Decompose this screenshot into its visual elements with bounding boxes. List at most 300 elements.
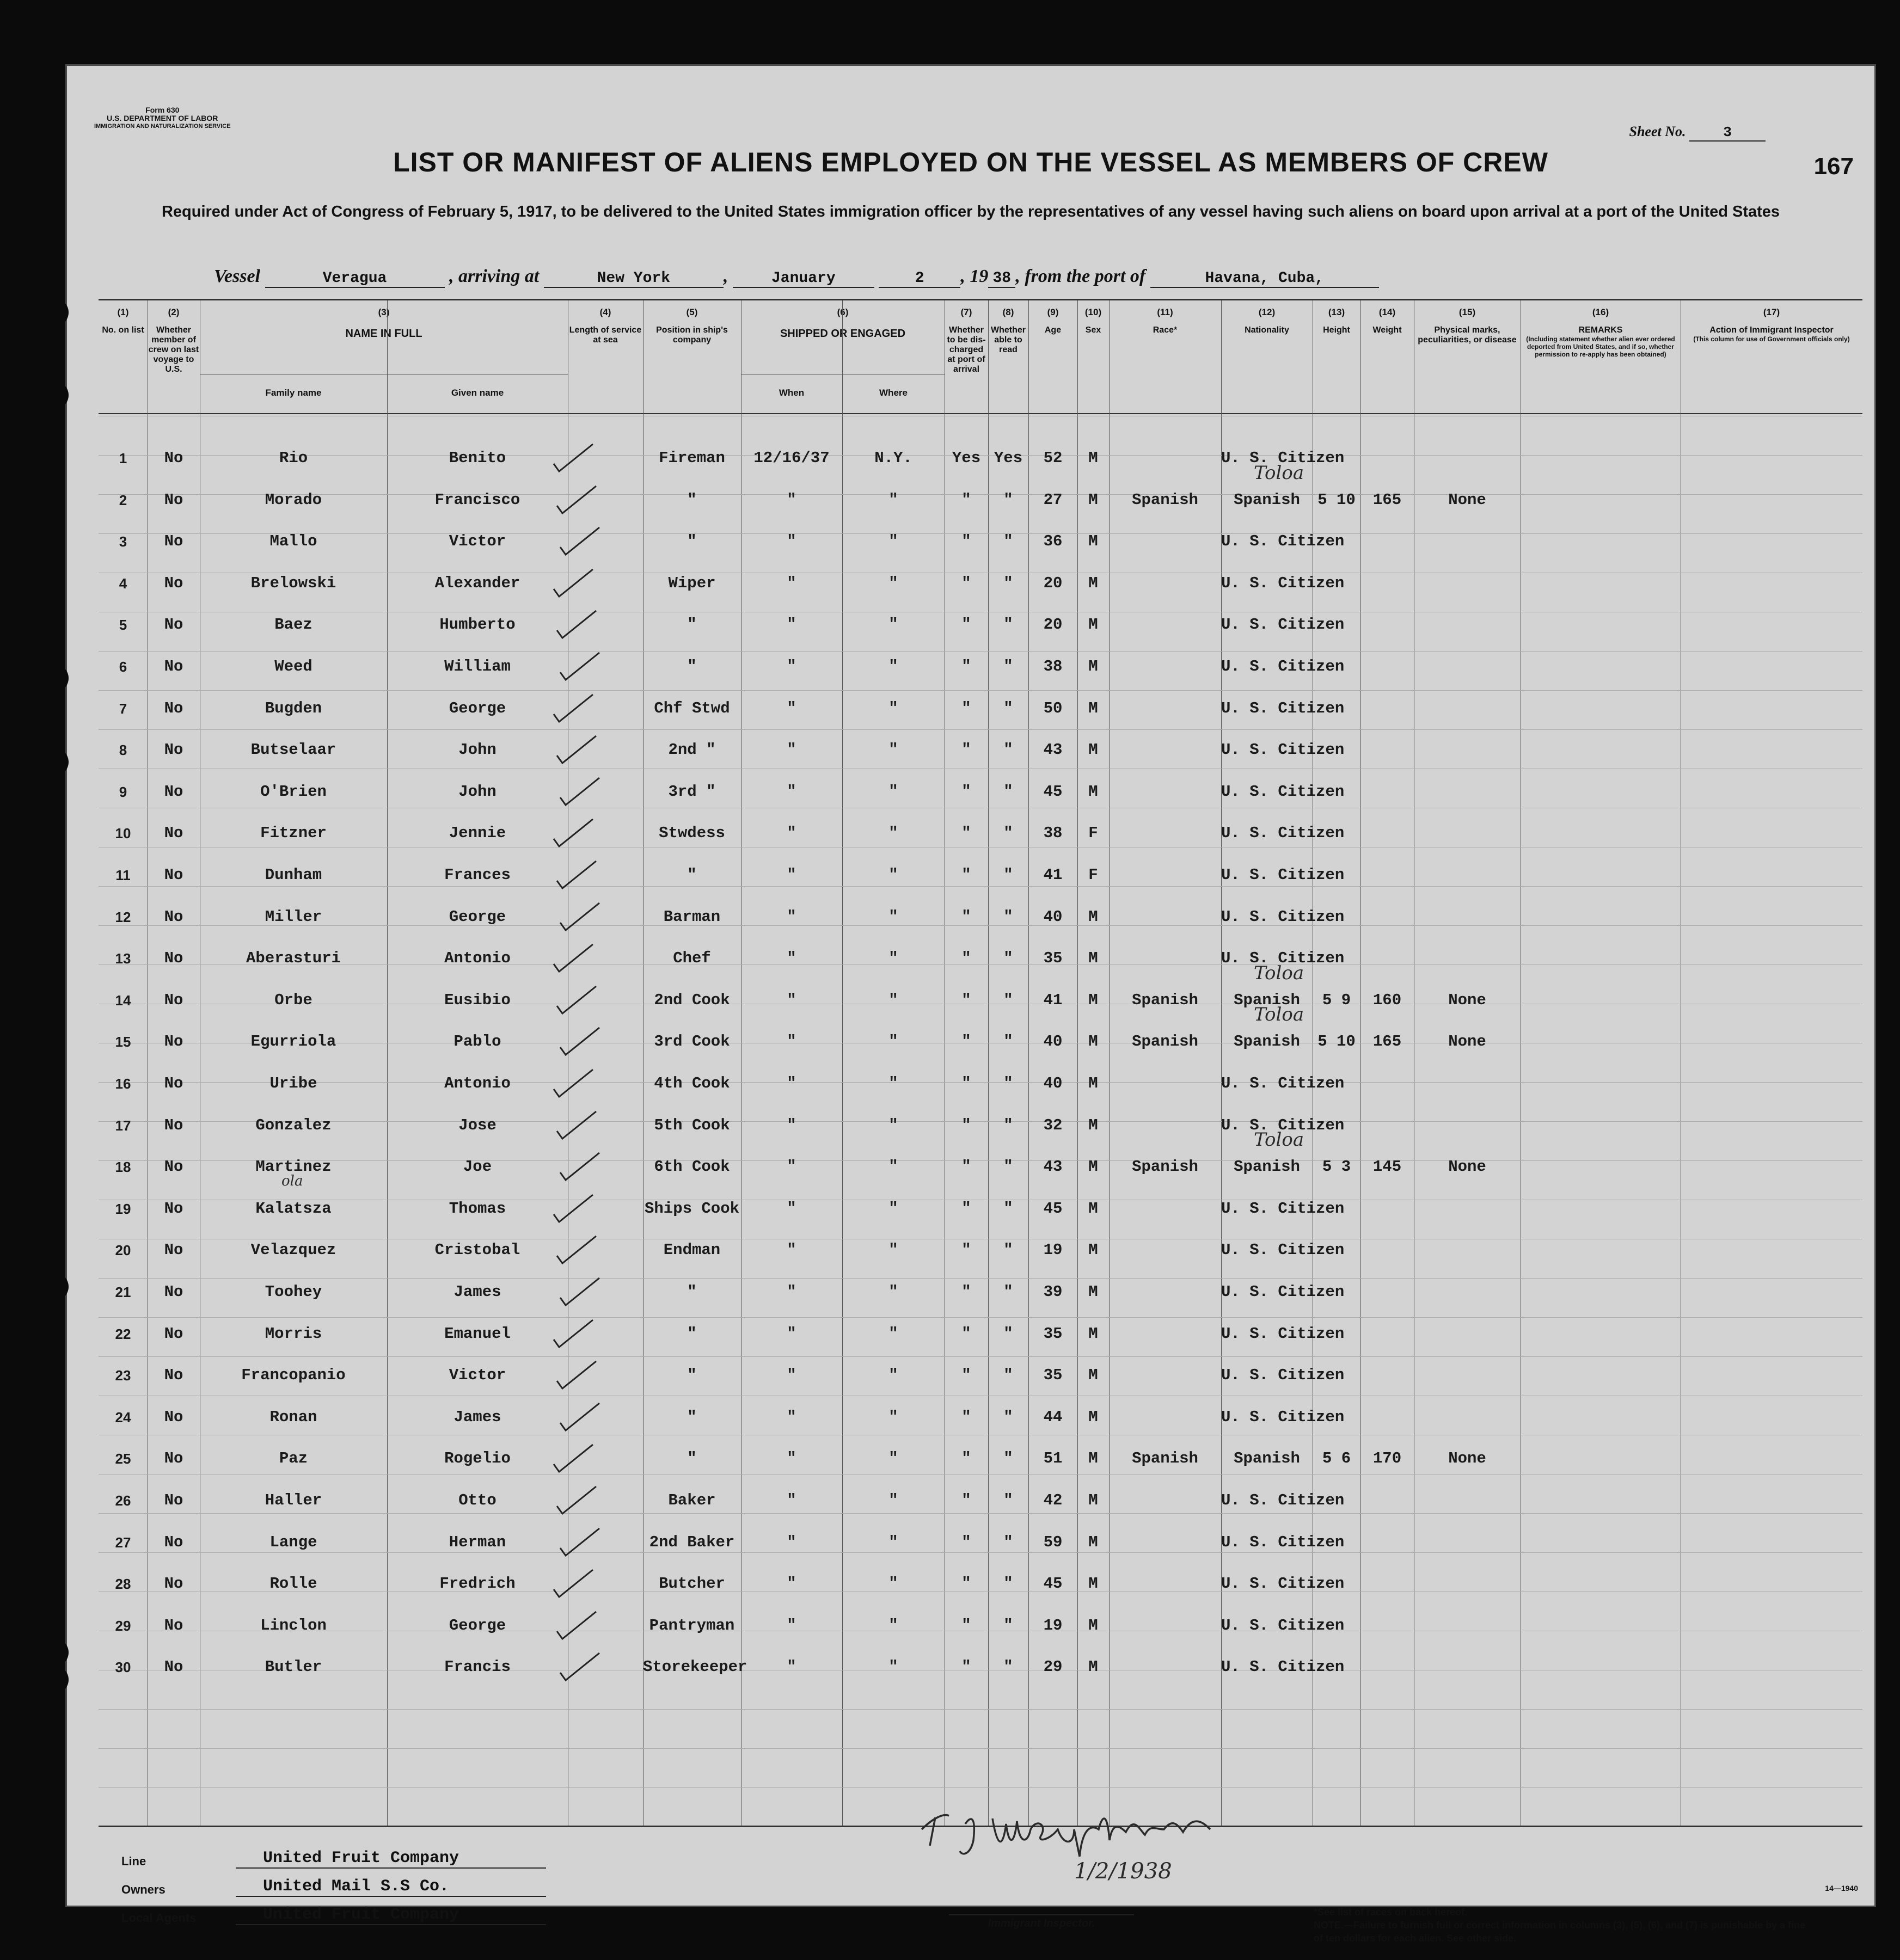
cell-discharged: " bbox=[961, 1241, 971, 1259]
cell-position: " bbox=[687, 1324, 697, 1343]
column-header bbox=[200, 307, 568, 339]
check-mark bbox=[551, 442, 595, 475]
cell-prev: No bbox=[164, 741, 183, 759]
arriving-label: , arriving at bbox=[449, 266, 540, 286]
cell-no: 7 bbox=[119, 700, 127, 717]
cell-given: Otto bbox=[458, 1491, 497, 1509]
service-name: IMMIGRATION AND NATURALIZATION SERVICE bbox=[94, 123, 231, 130]
cell-discharged: " bbox=[961, 1658, 971, 1676]
cell-age: 50 bbox=[1043, 699, 1063, 717]
cell-no: 1 bbox=[119, 450, 127, 466]
cell-no: 9 bbox=[119, 783, 127, 800]
cell-weight: 170 bbox=[1372, 1449, 1402, 1468]
column-number: (15) bbox=[1458, 307, 1476, 317]
subheader-where: Where bbox=[879, 388, 908, 398]
cell-age: 35 bbox=[1043, 1366, 1063, 1385]
cell-marks bbox=[1414, 1563, 1521, 1605]
cell-when: " bbox=[787, 824, 796, 843]
cell-no: 23 bbox=[115, 1367, 131, 1384]
cell-prev: No bbox=[164, 699, 183, 717]
cell-nationality: Spanish bbox=[1234, 1449, 1300, 1468]
cell-given: Humberto bbox=[439, 616, 516, 634]
column-label: Race* bbox=[1153, 325, 1178, 335]
cell-marks bbox=[1414, 521, 1521, 562]
cell-no: 30 bbox=[115, 1659, 131, 1676]
check-mark bbox=[551, 1193, 595, 1225]
cell-nationality: U. S. Citizen bbox=[1221, 1366, 1345, 1385]
check-mark bbox=[551, 942, 595, 975]
check-mark bbox=[555, 484, 598, 517]
check-mark bbox=[551, 1067, 595, 1100]
cell-weight bbox=[1360, 1271, 1414, 1313]
cell-position: Chef bbox=[673, 949, 711, 968]
cell-when: " bbox=[787, 616, 796, 634]
cell-race bbox=[1109, 688, 1221, 729]
cell-position: 2nd Cook bbox=[654, 991, 730, 1009]
cell-given: Rogelio bbox=[444, 1449, 511, 1468]
cell-race bbox=[1109, 438, 1221, 479]
cell-sex: M bbox=[1088, 1491, 1098, 1509]
cell-race: Spanish bbox=[1132, 1033, 1198, 1051]
handwritten-annotation: Toloa bbox=[1254, 462, 1304, 484]
column-label: Length of service at sea bbox=[569, 325, 642, 345]
cell-sex: M bbox=[1088, 1449, 1098, 1468]
cell-given: Eusibio bbox=[444, 991, 511, 1009]
cell-prev: No bbox=[164, 991, 183, 1009]
cell-read: " bbox=[1003, 741, 1013, 759]
cell-marks bbox=[1414, 1605, 1521, 1646]
cell-family: Butler bbox=[265, 1658, 322, 1676]
cell-sex: M bbox=[1088, 1366, 1098, 1385]
check-mark bbox=[558, 525, 602, 558]
cell-marks bbox=[1414, 729, 1521, 771]
cell-no: 10 bbox=[115, 825, 131, 842]
ruled-line bbox=[99, 1748, 1862, 1749]
cell-given: Francisco bbox=[434, 490, 520, 509]
cell-family: Miller bbox=[265, 907, 322, 926]
cell-height bbox=[1313, 938, 1360, 979]
cell-nationality: U. S. Citizen bbox=[1221, 824, 1345, 843]
cell-when: " bbox=[787, 1533, 796, 1551]
subheader-family: Family name bbox=[265, 388, 322, 398]
cell-position: 3rd " bbox=[668, 782, 716, 801]
column-label: Physical marks, peculiarities, or disease bbox=[1418, 325, 1517, 345]
cell-given: Pablo bbox=[453, 1033, 501, 1051]
cell-position: Stwdess bbox=[659, 824, 725, 843]
cell-race bbox=[1109, 729, 1221, 771]
cell-family: Orbe bbox=[274, 991, 312, 1009]
cell-weight: 165 bbox=[1372, 1033, 1402, 1051]
cell-where: " bbox=[888, 616, 898, 634]
race-note: *See list of races on back hereof. bbox=[1314, 1907, 1468, 1918]
cell-age: 38 bbox=[1043, 824, 1063, 843]
form-number: Form 630 bbox=[145, 106, 180, 114]
column-label: No. on list bbox=[102, 325, 144, 335]
table-row bbox=[99, 938, 1862, 979]
check-mark bbox=[558, 1401, 602, 1434]
cell-sex: M bbox=[1088, 949, 1098, 968]
cell-race bbox=[1109, 1480, 1221, 1521]
column-header bbox=[1521, 307, 1681, 358]
cell-no: 13 bbox=[115, 950, 131, 967]
cell-height: 5 9 bbox=[1322, 991, 1351, 1009]
manifest-sheet bbox=[65, 64, 1876, 1944]
cell-weight bbox=[1360, 563, 1414, 604]
cell-read: " bbox=[1003, 949, 1013, 968]
cell-marks bbox=[1414, 771, 1521, 813]
cell-age: 59 bbox=[1043, 1533, 1063, 1551]
cell-family: Morris bbox=[265, 1324, 322, 1343]
cell-given: William bbox=[444, 658, 511, 675]
cell-when: " bbox=[787, 574, 796, 592]
cell-no: 16 bbox=[115, 1076, 131, 1092]
cell-weight bbox=[1360, 813, 1414, 854]
cell-family: Ronan bbox=[269, 1408, 317, 1426]
check-mark bbox=[551, 1318, 595, 1350]
column-number: (5) bbox=[686, 307, 698, 317]
cell-no: 27 bbox=[115, 1534, 131, 1551]
line-label: Line bbox=[121, 1854, 146, 1868]
cell-marks bbox=[1414, 563, 1521, 604]
cell-prev: No bbox=[164, 1658, 183, 1676]
cell-weight bbox=[1360, 646, 1414, 687]
check-mark bbox=[551, 692, 595, 725]
header-divider bbox=[99, 413, 1862, 414]
cell-when: " bbox=[787, 866, 796, 884]
column-header bbox=[148, 307, 200, 374]
cell-height bbox=[1313, 563, 1360, 604]
cell-weight bbox=[1360, 438, 1414, 479]
cell-sex: M bbox=[1088, 991, 1098, 1009]
cell-where: " bbox=[888, 1324, 898, 1343]
cell-prev: No bbox=[164, 1033, 183, 1051]
from-port-label: , from the port of bbox=[1015, 266, 1146, 286]
cell-age: 29 bbox=[1043, 1658, 1063, 1676]
cell-age: 43 bbox=[1043, 1158, 1063, 1176]
cell-nationality: U. S. Citizen bbox=[1221, 782, 1345, 801]
column-label: Whether able to read bbox=[991, 325, 1026, 354]
cell-read: " bbox=[1003, 1658, 1013, 1676]
cell-age: 40 bbox=[1043, 1033, 1063, 1051]
cell-given: George bbox=[449, 907, 506, 926]
cell-where: " bbox=[888, 1283, 898, 1301]
cell-race bbox=[1109, 1646, 1221, 1688]
cell-height bbox=[1313, 521, 1360, 562]
cell-discharged: Yes bbox=[952, 449, 981, 467]
column-number: (17) bbox=[1763, 307, 1780, 317]
binder-hole bbox=[40, 664, 69, 692]
line-value: United Fruit Company bbox=[236, 1849, 546, 1869]
cell-no: 15 bbox=[115, 1034, 131, 1050]
cell-weight bbox=[1360, 938, 1414, 979]
column-label: NAME IN FULL bbox=[345, 328, 422, 340]
cell-nationality: U. S. Citizen bbox=[1221, 1575, 1345, 1593]
cell-discharged: " bbox=[961, 574, 971, 592]
cell-discharged: " bbox=[961, 1158, 971, 1176]
cell-when: " bbox=[787, 991, 796, 1009]
departure-port: Havana, Cuba, bbox=[1150, 270, 1379, 288]
cell-race bbox=[1109, 1230, 1221, 1271]
cell-marks bbox=[1414, 1271, 1521, 1313]
column-number: (10) bbox=[1084, 307, 1102, 317]
cell-discharged: " bbox=[961, 532, 971, 551]
cell-height bbox=[1313, 1480, 1360, 1521]
cell-height bbox=[1313, 604, 1360, 646]
cell-nationality: U. S. Citizen bbox=[1221, 1116, 1345, 1134]
department-name: U.S. DEPARTMENT OF LABOR bbox=[107, 114, 218, 122]
cell-no: 24 bbox=[115, 1409, 131, 1426]
cell-sex: F bbox=[1088, 824, 1098, 843]
cell-discharged: " bbox=[961, 949, 971, 968]
cell-age: 40 bbox=[1043, 1074, 1063, 1092]
cell-where: " bbox=[888, 1658, 898, 1676]
cell-given: Emanuel bbox=[444, 1324, 511, 1343]
cell-prev: No bbox=[164, 1408, 183, 1426]
column-label: Age bbox=[1044, 325, 1062, 335]
cell-given: John bbox=[458, 741, 497, 759]
cell-when: 12/16/37 bbox=[753, 449, 830, 467]
cell-nationality: U. S. Citizen bbox=[1221, 658, 1345, 675]
cell-given: Francis bbox=[444, 1658, 511, 1676]
cell-read: " bbox=[1003, 1241, 1013, 1259]
cell-height bbox=[1313, 771, 1360, 813]
cell-where: " bbox=[888, 532, 898, 551]
cell-read: Yes bbox=[994, 449, 1023, 467]
cell-where: " bbox=[888, 1199, 898, 1218]
cell-nationality: U. S. Citizen bbox=[1221, 532, 1345, 551]
table-row bbox=[99, 1605, 1862, 1646]
cell-race: Spanish bbox=[1132, 1158, 1198, 1176]
cell-position: Baker bbox=[668, 1491, 716, 1509]
cell-when: " bbox=[787, 1116, 796, 1134]
cell-given: George bbox=[449, 699, 506, 717]
cell-where: " bbox=[888, 949, 898, 968]
cell-position: " bbox=[687, 532, 697, 551]
check-mark bbox=[551, 817, 595, 850]
cell-race bbox=[1109, 1271, 1221, 1313]
cell-marks bbox=[1414, 855, 1521, 896]
cell-weight bbox=[1360, 1313, 1414, 1355]
cell-marks: None bbox=[1448, 1033, 1486, 1051]
cell-when: " bbox=[787, 1491, 796, 1509]
cell-no: 5 bbox=[119, 617, 127, 634]
cell-position: 2nd Baker bbox=[649, 1533, 735, 1551]
column-header bbox=[988, 307, 1028, 355]
crew-table bbox=[99, 299, 1862, 1827]
cell-position: 6th Cook bbox=[654, 1158, 730, 1176]
cell-position: 5th Cook bbox=[654, 1116, 730, 1134]
column-number: (2) bbox=[168, 307, 180, 317]
arrival-port: New York bbox=[544, 270, 724, 288]
cell-age: 45 bbox=[1043, 782, 1063, 801]
subheader-given: Given name bbox=[451, 388, 504, 398]
table-row bbox=[99, 1355, 1862, 1396]
cell-when: " bbox=[787, 1241, 796, 1259]
cell-discharged: " bbox=[961, 907, 971, 926]
column-label: SHIPPED OR ENGAGED bbox=[780, 328, 906, 340]
binder-hole bbox=[40, 1638, 69, 1667]
remarks-note: (Including statement whether alien ever ordered deported from United States, and if so, whether permission to re-apply has been obtained) bbox=[1526, 335, 1675, 358]
cell-marks bbox=[1414, 896, 1521, 938]
cell-weight bbox=[1360, 1355, 1414, 1396]
handwritten-annotation: Toloa bbox=[1254, 1129, 1304, 1151]
cell-when: " bbox=[787, 949, 796, 968]
cell-weight bbox=[1360, 729, 1414, 771]
cell-read: " bbox=[1003, 532, 1013, 551]
table-row bbox=[99, 771, 1862, 813]
cell-prev: No bbox=[164, 1366, 183, 1385]
cell-family: Kalatsza bbox=[255, 1199, 332, 1218]
cell-read: " bbox=[1003, 1408, 1013, 1426]
cell-weight bbox=[1360, 604, 1414, 646]
cell-age: 36 bbox=[1043, 532, 1063, 551]
column-number: (3) bbox=[378, 307, 390, 317]
inspector-signature bbox=[911, 1764, 1259, 1895]
cell-where: " bbox=[888, 490, 898, 509]
cell-no: 20 bbox=[115, 1242, 131, 1259]
cell-read: " bbox=[1003, 1158, 1013, 1176]
cell-height: 5 3 bbox=[1322, 1158, 1351, 1176]
cell-read: " bbox=[1003, 866, 1013, 884]
cell-where: " bbox=[888, 1575, 898, 1593]
cell-height bbox=[1313, 1271, 1360, 1313]
cell-prev: No bbox=[164, 490, 183, 509]
arrival-month: January bbox=[733, 270, 874, 288]
column-number: (8) bbox=[1002, 307, 1014, 317]
cell-age: 41 bbox=[1043, 866, 1063, 884]
column-number: (16) bbox=[1592, 307, 1609, 317]
cell-age: 40 bbox=[1043, 907, 1063, 926]
cell-nationality: U. S. Citizen bbox=[1221, 1283, 1345, 1301]
cell-race bbox=[1109, 646, 1221, 687]
cell-marks: None bbox=[1448, 490, 1486, 509]
check-mark bbox=[555, 734, 598, 766]
cell-read: " bbox=[1003, 1033, 1013, 1051]
cell-when: " bbox=[787, 1074, 796, 1092]
cell-height bbox=[1313, 1188, 1360, 1230]
cell-read: " bbox=[1003, 1116, 1013, 1134]
cell-where: " bbox=[888, 824, 898, 843]
cell-given: Jose bbox=[458, 1116, 497, 1134]
cell-race bbox=[1109, 1063, 1221, 1104]
cell-position: Chf Stwd bbox=[654, 699, 730, 717]
column-header bbox=[643, 307, 741, 345]
cell-no: 6 bbox=[119, 659, 127, 675]
table-row bbox=[99, 1063, 1862, 1104]
cell-where: N.Y. bbox=[874, 449, 912, 467]
cell-height bbox=[1313, 1105, 1360, 1146]
cell-prev: No bbox=[164, 1116, 183, 1134]
cell-given: Joe bbox=[463, 1158, 492, 1176]
table-row bbox=[99, 1230, 1862, 1271]
cell-position: Storekeeper bbox=[643, 1658, 747, 1676]
cell-nationality: U. S. Citizen bbox=[1221, 866, 1345, 884]
cell-sex: M bbox=[1088, 574, 1098, 592]
cell-given: Victor bbox=[449, 532, 506, 551]
footer-note bbox=[1314, 1906, 1815, 1945]
cell-sex: M bbox=[1088, 782, 1098, 801]
cell-height: 5 10 bbox=[1317, 490, 1356, 509]
cell-discharged: " bbox=[961, 991, 971, 1009]
cell-prev: No bbox=[164, 616, 183, 634]
cell-age: 35 bbox=[1043, 1324, 1063, 1343]
table-row bbox=[99, 855, 1862, 896]
cell-position: " bbox=[687, 866, 697, 884]
signature-date: 1/2/1938 bbox=[1074, 1859, 1172, 1884]
table-row bbox=[99, 1397, 1862, 1438]
cell-where: " bbox=[888, 1074, 898, 1092]
cell-prev: No bbox=[164, 1074, 183, 1092]
cell-age: 38 bbox=[1043, 658, 1063, 675]
cell-sex: M bbox=[1088, 616, 1098, 634]
cell-marks bbox=[1414, 1063, 1521, 1104]
cell-prev: No bbox=[164, 1324, 183, 1343]
column-number: (14) bbox=[1378, 307, 1396, 317]
cell-race bbox=[1109, 1313, 1221, 1355]
cell-race bbox=[1109, 1105, 1221, 1146]
cell-no: 21 bbox=[115, 1284, 131, 1300]
cell-when: " bbox=[787, 1033, 796, 1051]
cell-read: " bbox=[1003, 1616, 1013, 1635]
column-header bbox=[1360, 307, 1414, 335]
cell-position: Pantryman bbox=[649, 1616, 735, 1635]
cell-height: 5 6 bbox=[1322, 1449, 1351, 1468]
cell-height bbox=[1313, 1646, 1360, 1688]
column-label: Sex bbox=[1085, 325, 1101, 335]
cell-nationality: U. S. Citizen bbox=[1221, 699, 1345, 717]
cell-discharged: " bbox=[961, 824, 971, 843]
cell-when: " bbox=[787, 1366, 796, 1385]
cell-position: " bbox=[687, 616, 697, 634]
cell-height bbox=[1313, 1397, 1360, 1438]
cell-marks bbox=[1414, 1105, 1521, 1146]
check-mark bbox=[558, 650, 602, 683]
cell-read: " bbox=[1003, 1199, 1013, 1218]
cell-marks: None bbox=[1448, 1158, 1486, 1176]
cell-when: " bbox=[787, 1449, 796, 1468]
cell-race bbox=[1109, 604, 1221, 646]
cell-where: " bbox=[888, 1158, 898, 1176]
column-number: (13) bbox=[1328, 307, 1345, 317]
cell-family: Linclon bbox=[260, 1616, 327, 1635]
cell-height bbox=[1313, 896, 1360, 938]
cell-nationality: U. S. Citizen bbox=[1221, 1324, 1345, 1343]
cell-discharged: " bbox=[961, 1616, 971, 1635]
cell-prev: No bbox=[164, 532, 183, 551]
table-row bbox=[99, 1105, 1862, 1146]
cell-read: " bbox=[1003, 574, 1013, 592]
check-mark bbox=[558, 1526, 602, 1559]
column-header bbox=[1109, 307, 1221, 335]
owners-label: Owners bbox=[121, 1883, 166, 1896]
column-number: (9) bbox=[1047, 307, 1059, 317]
cell-prev: No bbox=[164, 1449, 183, 1468]
check-mark bbox=[551, 1568, 595, 1600]
column-header bbox=[741, 307, 945, 339]
cell-position: Fireman bbox=[659, 449, 725, 467]
column-header bbox=[1221, 307, 1313, 335]
cell-age: 52 bbox=[1043, 449, 1063, 467]
cell-where: " bbox=[888, 699, 898, 717]
cell-no: 25 bbox=[115, 1451, 131, 1467]
cell-discharged: " bbox=[961, 1283, 971, 1301]
cell-read: " bbox=[1003, 1283, 1013, 1301]
cell-race bbox=[1109, 813, 1221, 854]
table-row bbox=[99, 1146, 1862, 1188]
cell-prev: No bbox=[164, 1283, 183, 1301]
cell-prev: No bbox=[164, 1533, 183, 1551]
cell-discharged: " bbox=[961, 1575, 971, 1593]
